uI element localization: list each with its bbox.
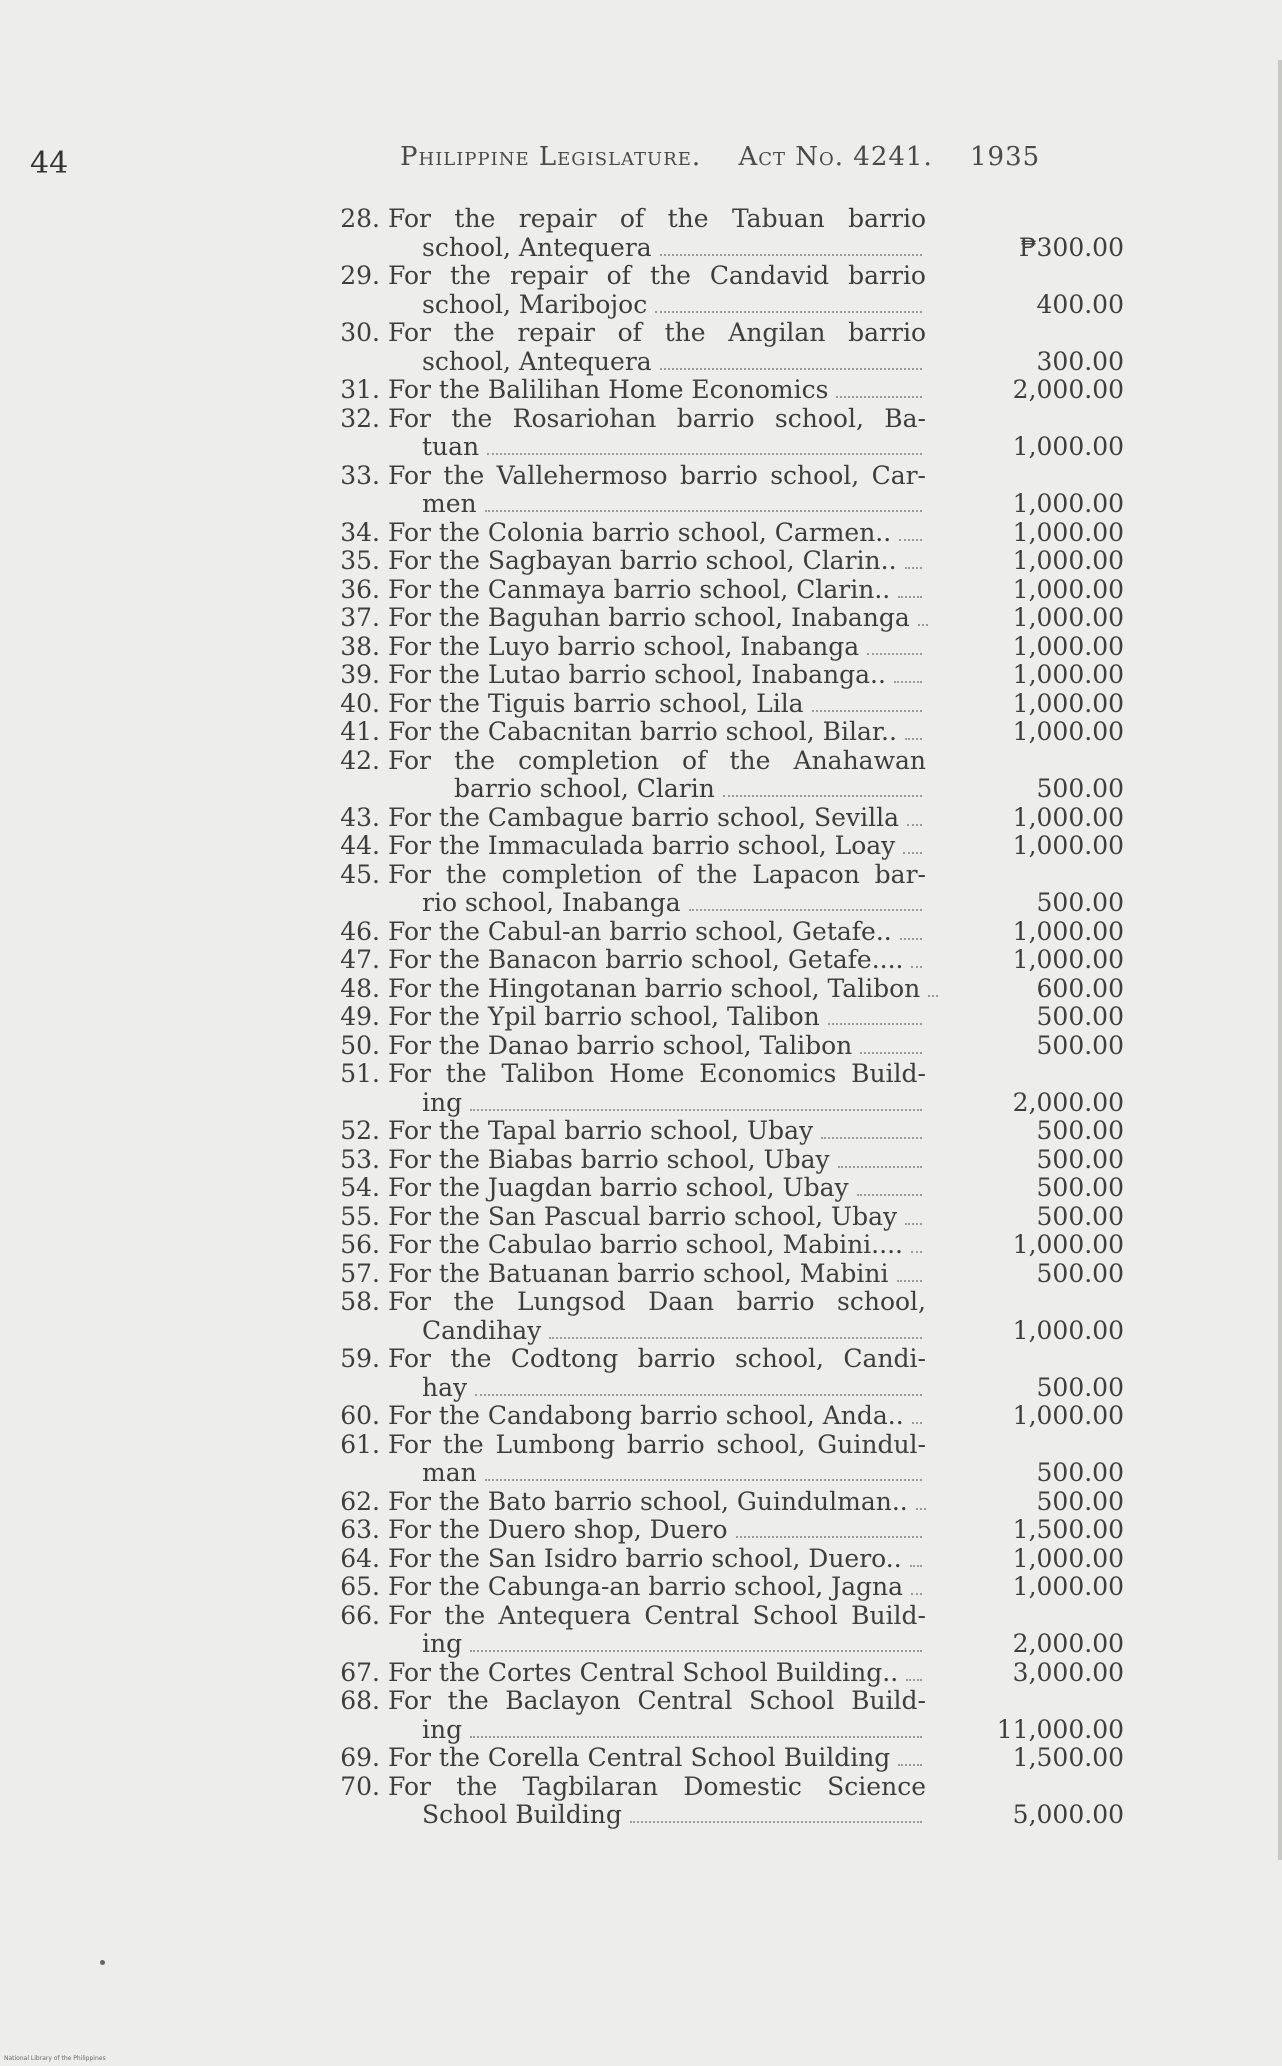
item-number: 68. [340,1686,380,1715]
item-number: 40. [340,688,380,718]
item-amount: 1,000.00 [1012,517,1124,547]
item-description [388,1488,926,1517]
scan-speck [100,1960,105,1965]
item-number: 37. [340,603,380,632]
item-description [388,946,926,975]
item-description [388,918,926,947]
item-text: For the Colonia barrio school, Carmen.. [388,517,892,547]
item-continuation-text: School Building [422,1800,622,1829]
item-description [388,1260,926,1289]
item-amount: 500.00 [1036,1002,1124,1031]
item-amount: 2,000.00 [1012,1629,1124,1658]
running-header [400,142,1068,172]
item-number: 67. [340,1657,380,1687]
item-amount: 500.00 [1036,1486,1124,1516]
item-number: 44. [340,831,380,860]
item-continuation-text: school, Antequera [422,232,652,262]
item-number: 48. [340,973,380,1003]
item-description: For the Baclayon Central School Build- [388,1686,926,1715]
item-number: 29. [340,261,380,290]
item-amount: 300.00 [1036,346,1124,376]
item-number: 28. [340,204,380,233]
item-number: 46. [340,916,380,946]
item-description-continued [422,1089,926,1118]
item-description-continued [422,889,926,918]
dot-leader [836,396,922,398]
item-text: For the Luyo barrio school, Inabanga [388,631,860,661]
item-description-continued [422,1716,926,1745]
dot-leader [907,824,922,826]
item-number: 41. [340,717,380,746]
item-text: For the Cambague barrio school, Sevilla [388,802,899,832]
item-description-continued [422,1801,926,1830]
item-text: For the Bato barrio school, Guindulman.. [388,1486,908,1516]
item-description [388,1174,926,1203]
item-continuation-text: hay [422,1372,468,1402]
item-amount: 500.00 [1036,1030,1124,1060]
item-text: For the Danao barrio school, Talibon [388,1030,853,1060]
dot-leader [857,1194,922,1196]
item-number: 51. [340,1059,380,1088]
item-text: For the Biabas barrio school, Ubay [388,1144,830,1174]
item-number: 45. [340,859,380,889]
dot-leader [900,938,922,940]
dot-leader [911,1593,922,1595]
item-text: For the Tiguis barrio school, Lila [388,688,804,718]
header-legislature: Philippine Legislature. [400,142,702,172]
dot-leader [828,1023,922,1025]
item-amount: ₱300.00 [1018,232,1124,262]
item-description: For the completion of the Anahawan [388,745,926,775]
item-continuation-text: ing [422,1087,463,1117]
item-description [388,690,926,719]
dot-leader [723,795,922,797]
item-continuation-text: school, Maribojoc [422,289,648,319]
item-amount: 1,000.00 [1012,802,1124,832]
item-description [388,1744,926,1773]
item-text: For the Baguhan barrio school, Inabanga [388,603,910,632]
dot-leader [630,1821,922,1823]
item-description-continued [422,1374,926,1403]
item-description [388,718,926,747]
item-number: 50. [340,1030,380,1060]
item-amount: 2,000.00 [1012,1087,1124,1117]
item-amount: 500.00 [1036,1258,1124,1288]
item-description-continued [422,1630,926,1659]
item-continuation-text: ing [422,1629,463,1658]
dot-leader [475,1394,922,1396]
item-amount: 500.00 [1036,1372,1124,1402]
item-amount: 1,500.00 [1012,1515,1124,1544]
item-description-continued [422,1459,926,1488]
item-description-continued [422,490,926,519]
dot-leader [905,738,922,740]
item-amount: 1,000.00 [1012,1401,1124,1430]
dot-leader [485,510,922,512]
item-description [388,633,926,662]
item-number: 47. [340,945,380,974]
item-description: For the Rosariohan barrio school, Ba- [388,403,926,433]
dot-leader [867,653,922,655]
dot-leader [470,1650,922,1652]
item-description [388,576,926,605]
item-number: 64. [340,1543,380,1573]
dot-leader [906,1679,922,1681]
item-number: 33. [340,460,380,490]
item-description [388,661,926,690]
item-description [388,1032,926,1061]
item-text: For the San Isidro barrio school, Duero.. [388,1543,902,1573]
item-text: For the Cortes Central School Building.. [388,1657,899,1687]
item-number: 59. [340,1344,380,1373]
item-description: For the Talibon Home Economics Build- [388,1059,926,1088]
item-description-continued [422,433,926,462]
item-amount: 600.00 [1036,973,1124,1003]
dot-leader [898,1764,922,1766]
item-continuation-text: school, Antequera [422,346,652,376]
item-text: For the Lutao barrio school, Inabanga.. [388,660,886,689]
item-number: 52. [340,1116,380,1145]
item-amount: 400.00 [1036,289,1124,319]
item-text: For the Corella Central School Building [388,1743,891,1772]
dot-leader [918,624,928,626]
item-number: 70. [340,1771,380,1801]
dot-leader [898,596,922,598]
item-amount: 500.00 [1036,1144,1124,1174]
item-number: 60. [340,1401,380,1430]
item-amount: 1,000.00 [1012,916,1124,946]
item-continuation-text: tuan [422,432,480,461]
item-text: For the Cabunga-an barrio school, Jagna [388,1572,904,1601]
item-number: 36. [340,574,380,604]
item-description-continued [422,1317,926,1346]
dot-leader [470,1109,922,1111]
item-description: For the Lungsod Daan barrio school, [388,1287,926,1316]
item-description: For the repair of the Candavid barrio [388,261,926,290]
item-amount: 1,000.00 [1012,546,1124,575]
header-year: 1935 [970,142,1041,172]
item-text: For the Duero shop, Duero [388,1515,728,1544]
item-number: 58. [340,1287,380,1316]
item-amount: 500.00 [1036,1201,1124,1231]
item-text: For the Batuanan barrio school, Mabini [388,1258,889,1288]
item-text: For the Sagbayan barrio school, Clarin.. [388,546,897,575]
item-description-continued [422,234,926,263]
item-number: 30. [340,318,380,347]
item-text: For the Juagdan barrio school, Ubay [388,1173,849,1202]
item-text: For the Balilihan Home Economics [388,375,829,404]
dot-leader [812,710,922,712]
item-text: For the Immaculada barrio school, Loay [388,831,896,860]
item-description: For the repair of the Angilan barrio [388,318,926,347]
item-amount: 500.00 [1036,1116,1124,1145]
item-amount: 500.00 [1036,888,1124,917]
dot-leader [916,1508,926,1510]
item-description [388,1573,926,1602]
item-amount: 1,000.00 [1012,717,1124,746]
item-number: 61. [340,1429,380,1459]
item-description [388,547,926,576]
item-description: For the Lumbong barrio school, Guindul- [388,1429,926,1459]
item-number: 39. [340,660,380,689]
item-amount: 1,000.00 [1012,1315,1124,1345]
dot-leader [660,254,922,256]
item-number: 32. [340,403,380,433]
item-description [388,1545,926,1574]
dot-leader [905,1223,922,1225]
item-amount: 1,000.00 [1012,603,1124,632]
item-description [388,1203,926,1232]
header-act-number: Act No. 4241. [738,142,933,172]
item-description [388,1146,926,1175]
item-description: For the Tagbilaran Domestic Science [388,1771,926,1801]
item-amount: 1,500.00 [1012,1743,1124,1772]
item-text: For the Cabulao barrio school, Mabini.... [388,1230,903,1259]
page-edge [1278,60,1282,1860]
item-description [388,832,926,861]
item-amount: 1,000.00 [1012,631,1124,661]
item-description-continued [454,775,926,804]
item-description [388,1402,926,1431]
item-number: 43. [340,802,380,832]
item-text: For the Ypil barrio school, Talibon [388,1002,820,1031]
item-number: 42. [340,745,380,775]
item-number: 54. [340,1173,380,1202]
item-continuation-text: Candihay [422,1315,542,1345]
dot-leader [912,1422,922,1424]
item-amount: 1,000.00 [1012,432,1124,461]
item-number: 38. [340,631,380,661]
item-continuation-text: ing [422,1714,463,1744]
dot-leader [487,453,922,455]
item-description: For the Antequera Central School Build- [388,1600,926,1630]
item-amount: 3,000.00 [1012,1657,1124,1687]
item-amount: 1,000.00 [1012,945,1124,974]
item-amount: 500.00 [1036,1173,1124,1202]
item-description [388,519,926,548]
item-description [388,1516,926,1545]
item-text: For the San Pascual barrio school, Ubay [388,1201,898,1231]
item-amount: 1,000.00 [1012,574,1124,604]
item-amount: 11,000.00 [996,1714,1124,1744]
dot-leader [903,852,922,854]
item-amount: 1,000.00 [1012,1572,1124,1601]
item-description-continued [422,291,926,320]
item-description [388,804,926,833]
item-text: For the Canmaya barrio school, Clarin.. [388,574,891,604]
scan-footer-note: National Library of the Philippines [4,2055,106,2062]
item-number: 49. [340,1002,380,1031]
item-number: 66. [340,1600,380,1630]
item-text: For the Cabacnitan barrio school, Bilar.. [388,717,897,746]
item-amount: 1,000.00 [1012,688,1124,718]
item-number: 34. [340,517,380,547]
item-text: For the Candabong barrio school, Anda.. [388,1401,904,1430]
item-amount: 1,000.00 [1012,489,1124,518]
dot-leader [655,311,922,313]
item-continuation-text: man [422,1458,477,1487]
item-amount: 500.00 [1036,774,1124,803]
item-number: 31. [340,375,380,404]
item-text: For the Tapal barrio school, Ubay [388,1116,814,1145]
item-description [388,1003,926,1032]
item-text: For the Hingotanan barrio school, Talibon [388,973,921,1003]
item-description [388,975,926,1004]
item-amount: 500.00 [1036,1458,1124,1487]
item-description-continued [422,348,926,377]
dot-leader [736,1536,922,1538]
dot-leader [838,1166,922,1168]
dot-leader [911,1251,922,1253]
dot-leader [821,1137,922,1139]
item-description: For the Codtong barrio school, Candi- [388,1344,926,1373]
item-amount: 1,000.00 [1012,831,1124,860]
item-description [388,1117,926,1146]
item-continuation-text: barrio school, Clarin [454,774,715,803]
item-description [388,604,926,633]
dot-leader [911,966,922,968]
item-number: 55. [340,1201,380,1231]
page-number: 44 [30,146,69,181]
item-description: For the completion of the Lapacon bar- [388,859,926,889]
item-number: 63. [340,1515,380,1544]
item-amount: 5,000.00 [1012,1800,1124,1829]
item-amount: 1,000.00 [1012,1543,1124,1573]
item-description: For the Vallehermoso barrio school, Car- [388,460,926,490]
dot-leader [860,1052,922,1054]
item-number: 65. [340,1572,380,1601]
item-text: For the Cabul-an barrio school, Getafe.. [388,916,892,946]
dot-leader [689,909,922,911]
item-amount: 1,000.00 [1012,660,1124,689]
dot-leader [905,567,922,569]
item-text: For the Banacon barrio school, Getafe.... [388,945,904,974]
item-description [388,376,926,405]
dot-leader [928,995,938,997]
item-description: For the repair of the Tabuan barrio [388,204,926,233]
dot-leader [549,1337,922,1339]
dot-leader [899,539,922,541]
item-continuation-text: men [422,489,477,518]
dot-leader [660,368,922,370]
item-description [388,1659,926,1688]
item-number: 57. [340,1258,380,1288]
item-amount: 2,000.00 [1012,375,1124,404]
dot-leader [897,1280,922,1282]
dot-leader [910,1565,922,1567]
item-number: 56. [340,1230,380,1259]
dot-leader [894,681,922,683]
item-number: 69. [340,1743,380,1772]
item-number: 62. [340,1486,380,1516]
dot-leader [470,1736,922,1738]
dot-leader [485,1479,922,1481]
item-continuation-text: rio school, Inabanga [422,888,681,917]
item-number: 35. [340,546,380,575]
item-amount: 1,000.00 [1012,1230,1124,1259]
item-number: 53. [340,1144,380,1174]
item-description [388,1231,926,1260]
